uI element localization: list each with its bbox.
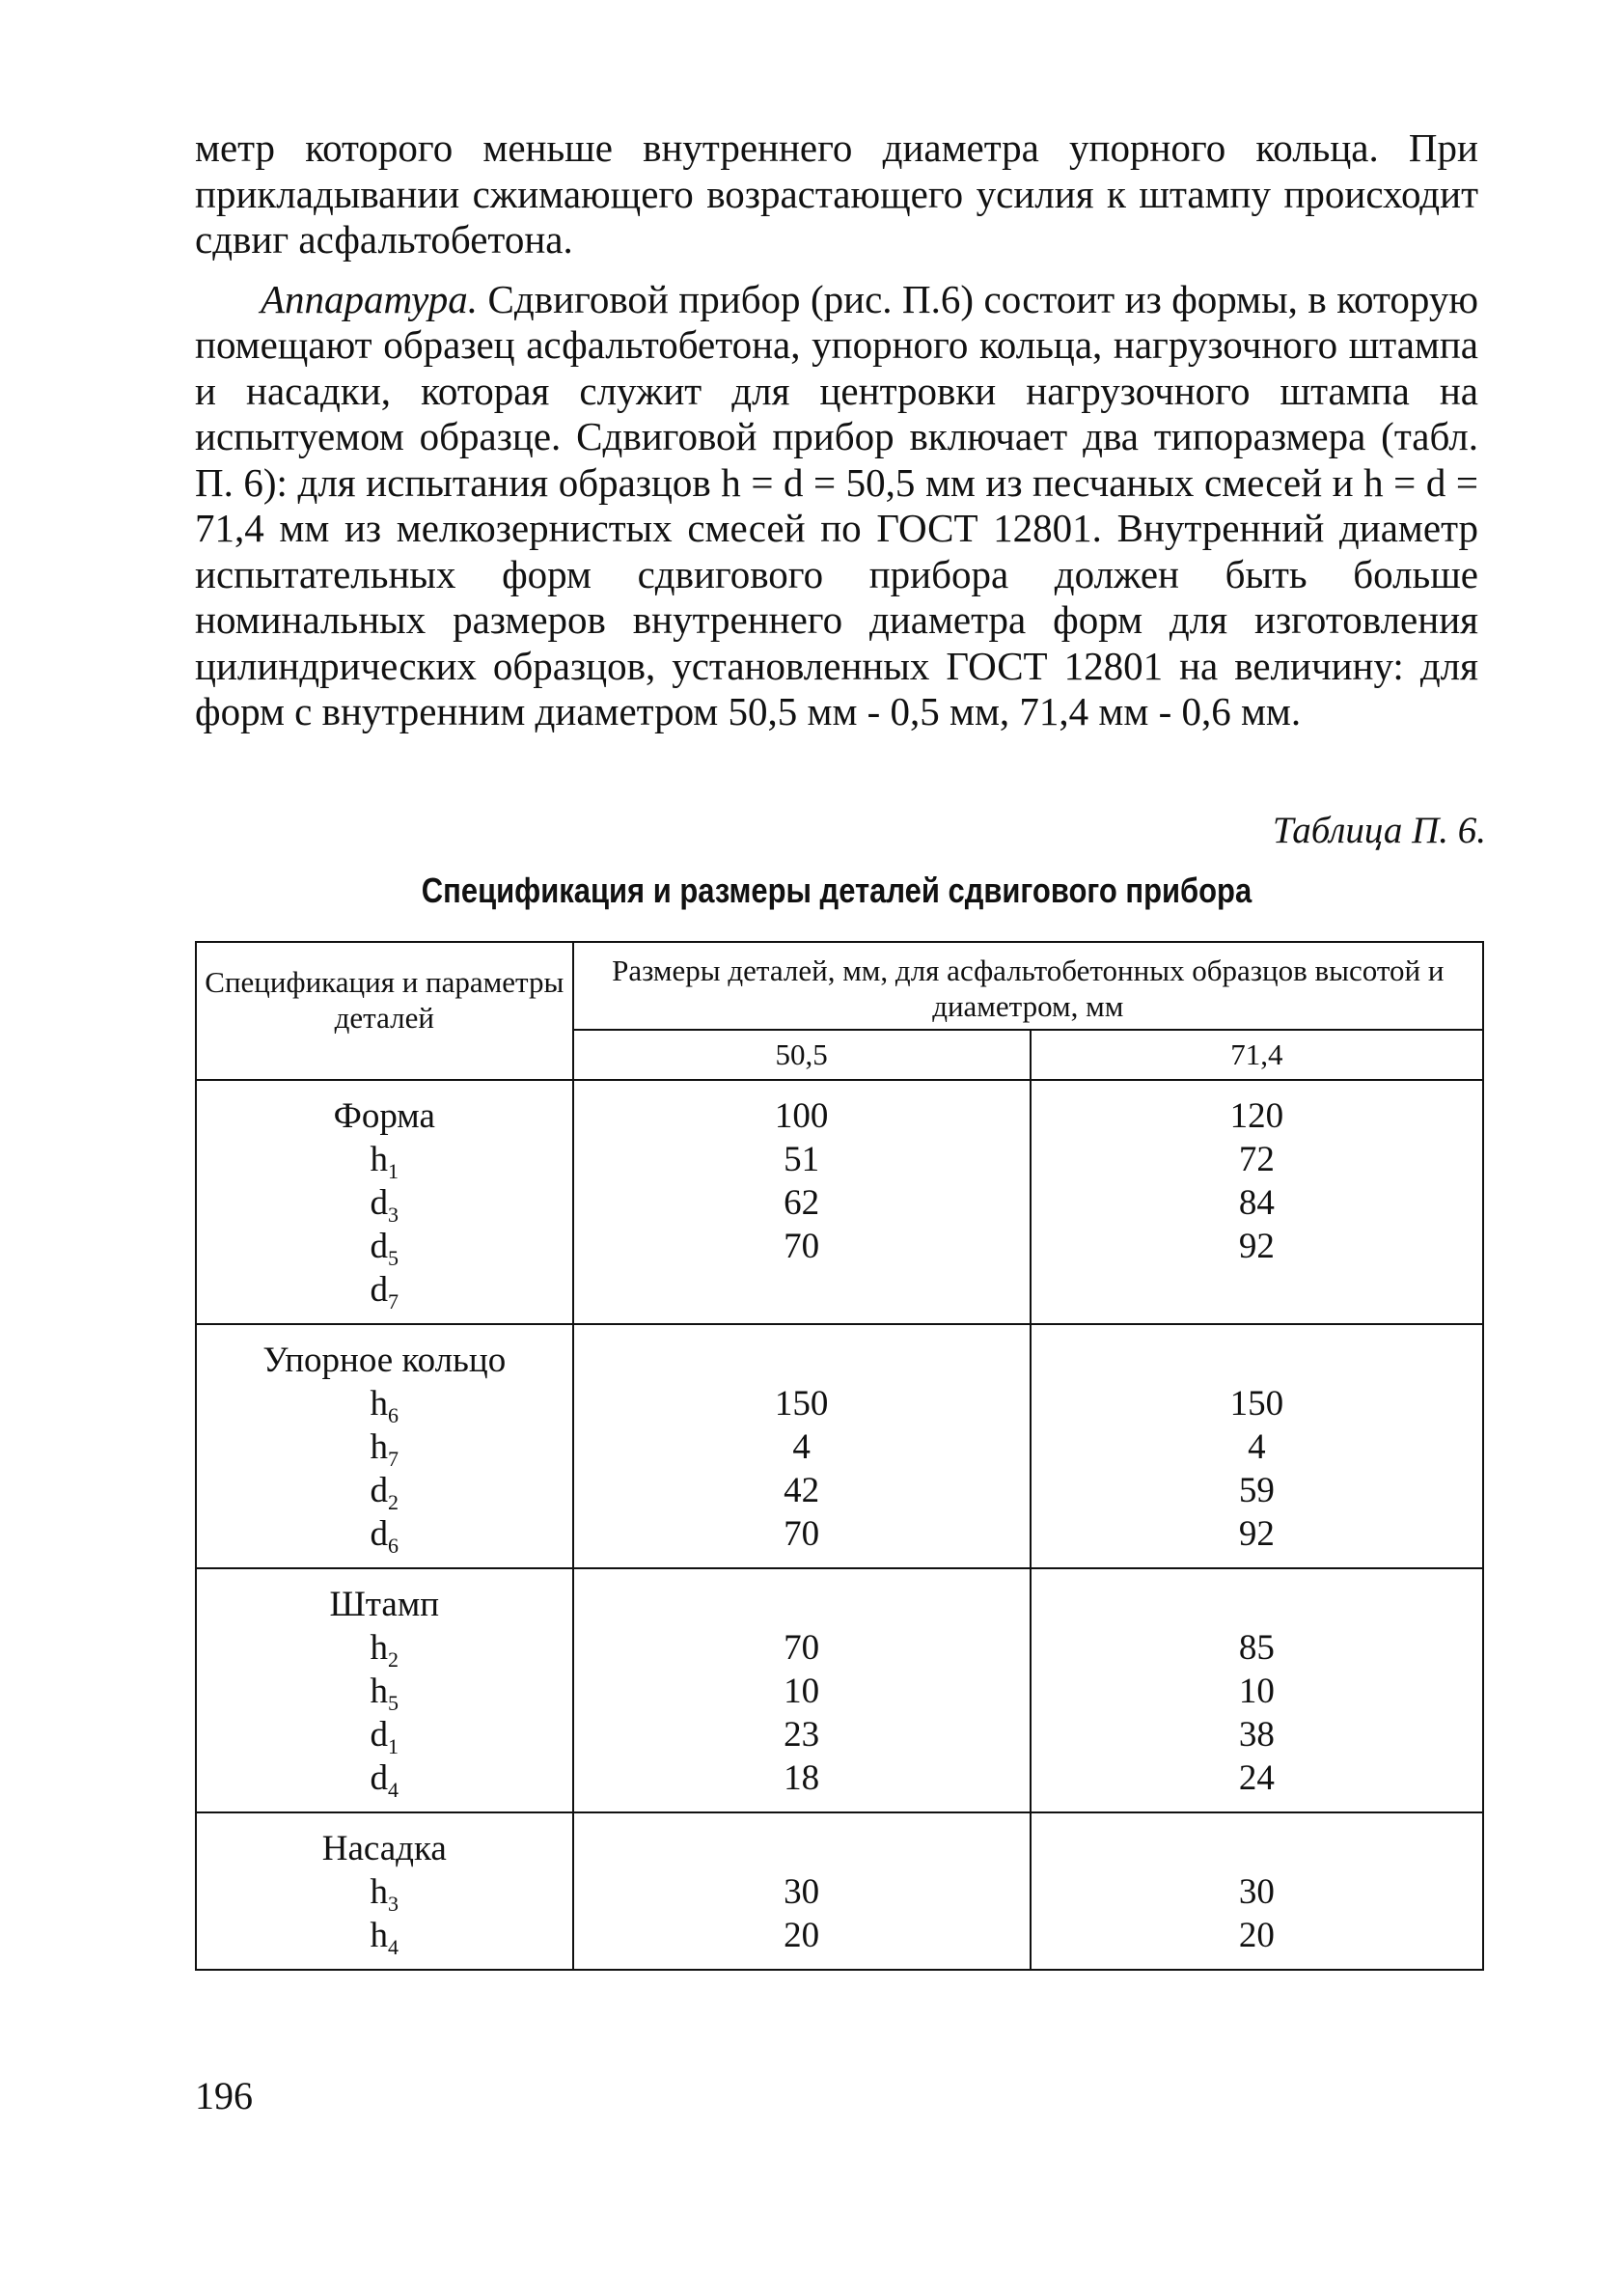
table-value: 4 <box>792 1427 811 1467</box>
param-symbol: d <box>370 1183 389 1223</box>
table-value: 30 <box>784 1872 820 1912</box>
param-symbol: d <box>370 1471 389 1510</box>
param-symbol: h <box>370 1916 389 1955</box>
table-value: 24 <box>1238 1758 1275 1798</box>
param-symbol: d <box>370 1270 389 1310</box>
paragraph-2-lead: Аппаратура. <box>261 276 479 321</box>
param-label <box>197 1138 572 1181</box>
param-label <box>197 1225 572 1268</box>
param-label <box>197 1469 572 1512</box>
table-group-row <box>196 1812 1483 1970</box>
param-label <box>197 1512 572 1556</box>
group-params-cell <box>196 1812 573 1970</box>
value-714-cell <box>1031 1568 1483 1812</box>
param-label <box>197 1670 572 1713</box>
table-value: 30 <box>1238 1872 1275 1912</box>
table-title: Спецификация и размеры деталей сдвигового прибора <box>421 871 1252 910</box>
table-value: 20 <box>1238 1916 1275 1955</box>
spacer <box>1032 1827 1482 1870</box>
group-name: Форма <box>333 1096 435 1136</box>
param-label <box>197 1425 572 1469</box>
table-value: 92 <box>1238 1514 1275 1554</box>
table-value: 150 <box>774 1384 829 1424</box>
spacer <box>1032 1339 1482 1382</box>
table-value: 59 <box>1238 1471 1275 1510</box>
param-index: 2 <box>388 1647 399 1672</box>
header-top: Размеры деталей, мм, для асфальтобетонных образцов высотой и диаметром, мм <box>573 942 1483 1030</box>
spacer <box>574 1827 1030 1870</box>
param-symbol: h <box>370 1872 389 1912</box>
paragraph-2-body: Сдвиговой прибор (рис. П.6) состоит из формы, в которую помещают образец асфальтобетона, упорного кольца, нагрузочного штампа и насадки, которая служит для центровки нагрузочного штампа на испытуемом образце. Сдвиговой прибор включает два типоразмера (табл. П. 6): для испытания образцов h = d = 50,5 мм из песчаных смесей и h = d = 71,4 мм из мелкозернистых смесей по ГОСТ 12801. Внутренний диаметр испытательных форм сдвигового прибора должен быть больше номинальных размеров внутреннего диаметра форм для изготовления цилиндрических образцов, установленных ГОСТ 12801 на величину: для форм с внутренним диаметром 50,5 мм - 0,5 мм, 71,4 мм - 0,6 мм. <box>195 276 1478 733</box>
table-value: 23 <box>784 1715 820 1755</box>
table-header-row <box>196 942 1483 1030</box>
group-name: Насадка <box>321 1829 447 1868</box>
paragraph-2 <box>195 277 1478 735</box>
param-label <box>197 1382 572 1425</box>
table-value: 70 <box>784 1514 820 1554</box>
spacer <box>1032 1583 1482 1626</box>
param-index: 7 <box>388 1289 399 1313</box>
param-label <box>197 1268 572 1312</box>
header-left: Спецификация и параметры деталей <box>196 942 573 1080</box>
page-number: 196 <box>195 2074 253 2117</box>
spec-table <box>195 941 1484 1971</box>
table-value: 10 <box>1238 1672 1275 1711</box>
table-value: 120 <box>1229 1096 1284 1136</box>
value-714-cell <box>1031 1324 1483 1568</box>
param-index: 1 <box>388 1734 399 1758</box>
group-params-cell <box>196 1568 573 1812</box>
param-label <box>197 1713 572 1756</box>
table-group-row <box>196 1324 1483 1568</box>
param-symbol: h <box>370 1140 389 1179</box>
param-symbol: h <box>370 1427 389 1467</box>
table-value: 84 <box>1238 1183 1275 1223</box>
table-value: 70 <box>784 1227 820 1266</box>
table-value: 70 <box>784 1628 820 1668</box>
paragraph-1: метр которого меньше внутреннего диаметра упорного кольца. При прикладывании сжимающего возрастающего усилия к штампу происходит сдвиг асфальтобетона. <box>195 125 1478 262</box>
param-symbol: h <box>370 1672 389 1711</box>
param-index: 5 <box>388 1246 399 1270</box>
spacer <box>574 1339 1030 1382</box>
table-value: 42 <box>784 1471 820 1510</box>
param-label <box>197 1626 572 1670</box>
param-label <box>197 1914 572 1957</box>
value-505-cell <box>573 1324 1031 1568</box>
table-value: 20 <box>784 1916 820 1955</box>
group-params-cell <box>196 1080 573 1324</box>
group-name: Штамп <box>329 1585 440 1624</box>
param-index: 3 <box>388 1203 399 1227</box>
param-symbol: d <box>370 1514 389 1554</box>
param-index: 3 <box>388 1892 399 1916</box>
table-value: 4 <box>1248 1427 1266 1467</box>
table-value: 10 <box>784 1672 820 1711</box>
param-symbol: d <box>370 1758 389 1798</box>
value-505-cell <box>573 1812 1031 1970</box>
param-index: 2 <box>388 1490 399 1514</box>
param-index: 5 <box>388 1691 399 1715</box>
param-index: 6 <box>388 1403 399 1427</box>
table-value: 92 <box>1238 1227 1275 1266</box>
param-index: 6 <box>388 1534 399 1558</box>
header-col-714: 71,4 <box>1031 1030 1483 1080</box>
table-label: Таблица П. 6. <box>1272 810 1486 851</box>
param-index: 4 <box>388 1778 399 1802</box>
body-text <box>195 125 1478 749</box>
param-index: 1 <box>388 1159 399 1183</box>
table-value: 100 <box>774 1096 829 1136</box>
value-714-cell <box>1031 1080 1483 1324</box>
group-name: Упорное кольцо <box>262 1341 507 1380</box>
value-714-cell <box>1031 1812 1483 1970</box>
table-value: 62 <box>784 1183 820 1223</box>
value-505-cell <box>573 1080 1031 1324</box>
param-symbol: d <box>370 1715 389 1755</box>
table-group-row <box>196 1080 1483 1324</box>
param-index: 7 <box>388 1447 399 1471</box>
header-col-505: 50,5 <box>573 1030 1031 1080</box>
table-value: 150 <box>1229 1384 1284 1424</box>
table-value: 85 <box>1238 1628 1275 1668</box>
param-symbol: h <box>370 1384 389 1424</box>
param-index: 4 <box>388 1935 399 1959</box>
param-symbol: d <box>370 1227 389 1266</box>
table-value: 72 <box>1238 1140 1275 1179</box>
param-label <box>197 1181 572 1225</box>
param-label <box>197 1756 572 1800</box>
table-value: 18 <box>784 1758 820 1798</box>
table-value: 38 <box>1238 1715 1275 1755</box>
param-symbol: h <box>370 1628 389 1668</box>
group-params-cell <box>196 1324 573 1568</box>
spacer <box>574 1583 1030 1626</box>
table-value: 51 <box>784 1140 820 1179</box>
value-505-cell <box>573 1568 1031 1812</box>
param-label <box>197 1870 572 1914</box>
table-group-row <box>196 1568 1483 1812</box>
